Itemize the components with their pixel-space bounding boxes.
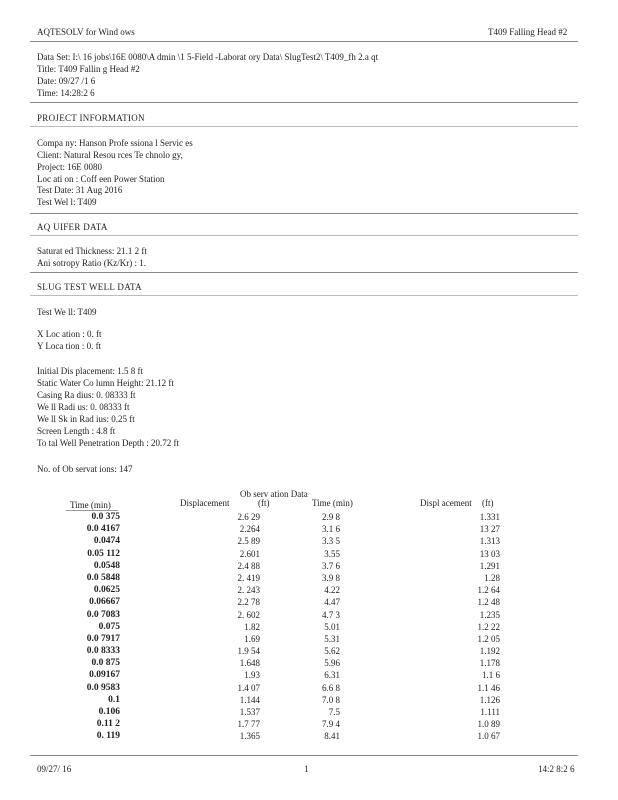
obs-time-2: 2.9 8 [322,512,340,522]
obs-displacement-1: 1.82 [244,621,260,632]
footer-divider [30,755,578,756]
obs-time-1: 0.11 2 [96,719,120,730]
table-row [30,622,590,634]
saturated-thickness: Saturat ed Thickness: 21.1 2 ft [37,246,147,256]
table-row [30,536,590,548]
obs-displacement-2: 1.111 [480,707,500,717]
y-location: Y Loca tion : 0. ft [37,341,102,351]
aquifer-top-divider [30,213,578,214]
obs-time-1: 0. 119 [96,731,120,742]
client-line: Client: Natural Resou rces Te chnolo gy, [37,150,183,160]
obs-displacement-1: 2. 419 [237,572,260,583]
obs-displacement-2: 1.178 [479,658,500,669]
obs-displacement-2: 1.2 48 [477,597,500,608]
project-heading: PROJECT INFORMATION [37,113,145,123]
obs-displacement-1: 1.144 [239,694,260,705]
obs-time-2: 3.7 6 [322,560,340,571]
obs-displacement-2: 1.28 [484,572,500,583]
date-line: Date: 09/27 /1 6 [37,76,96,86]
obs-time-1: 0.0 5848 [86,572,120,583]
obs-time-2: 6.31 [324,670,340,681]
time-header-underline [66,510,118,511]
table-row [30,634,590,646]
table-row [30,561,590,573]
obs-time-1: 0.0 375 [91,512,120,522]
header-time-1: Time (min) [70,500,111,510]
obs-displacement-2: 1.2 64 [477,585,500,596]
table-row [30,524,590,536]
obs-displacement-1: 1.69 [244,633,260,644]
header-divider [30,41,578,42]
obs-displacement-1: 2.6 29 [237,512,260,522]
obs-displacement-2: 1.1 6 [482,670,500,681]
table-row [30,549,590,561]
slug-test-well: Test We ll: T409 [37,307,97,317]
obs-time-2: 3.9 8 [322,572,340,583]
obs-time-1: 0.05 112 [87,548,120,559]
aquifer-divider [30,235,578,236]
header-displacement-1: Displacement [180,498,230,508]
obs-displacement-1: 1.648 [239,658,260,669]
obs-time-1: 0.0 8333 [86,646,120,657]
total-well-penetration: To tal Well Penetration Depth : 20.72 ft [37,438,179,448]
obs-displacement-2: 1.0 67 [477,731,500,742]
obs-time-2: 5.01 [324,621,340,632]
obs-displacement-1: 1.537 [239,707,260,717]
obs-displacement-2: 13 03 [479,548,500,559]
obs-time-1: 0.0 9583 [86,682,120,693]
obs-displacement-2: 1.235 [479,609,500,620]
obs-displacement-1: 2. 243 [237,585,260,596]
obs-time-1: 0.0 4167 [86,524,120,535]
table-row [30,707,590,719]
header-displacement-2: Displ acement [420,498,472,508]
table-row [30,573,590,585]
obs-time-2: 3.1 6 [322,524,340,535]
obs-time-1: 0.1 [108,694,120,705]
obs-time-1: 0.0 875 [91,658,120,669]
slug-top-divider [30,272,578,273]
obs-time-2: 3.55 [324,548,340,559]
title-line: Title: T409 Fallin g Head #2 [37,64,140,74]
slug-divider [30,295,578,296]
obs-displacement-1: 2.264 [239,524,260,535]
obs-displacement-2: 1.2 05 [477,633,500,644]
obs-displacement-1: 2.601 [239,548,260,559]
obs-time-1: 0.075 [98,621,120,632]
company-line: Compa ny: Hanson Profe ssiona l Servic es [37,138,193,148]
table-row [30,670,590,682]
obs-displacement-1: 1.7 77 [237,719,260,730]
table-row [30,658,590,670]
well-radius: We ll Radi us: 0. 08333 ft [37,402,130,412]
obs-displacement-1: 1.93 [244,670,260,681]
obs-time-2: 5.96 [324,658,340,669]
obs-time-2: 7.9 4 [322,719,340,730]
obs-displacement-2: 1.331 [479,512,500,522]
obs-displacement-2: 1.313 [479,536,500,547]
header-time-2: Time (min) [312,498,353,508]
initial-displacement: Initial Dis placement: 1.5 8 ft [37,366,143,376]
obs-time-2: 5.31 [324,633,340,644]
table-row [30,512,590,524]
obs-displacement-2: 1.126 [479,694,500,705]
obs-time-1: 0.06667 [89,597,120,608]
footer-time: 14:2 8:2 6 [538,764,575,774]
test-well-line: Test Wel l: T409 [37,197,97,207]
static-water-column: Static Water Co lumn Height: 21.12 ft [37,378,174,388]
x-location: X Loc ation : 0. ft [37,329,102,339]
aquifer-heading: AQ UIFER DATA [37,222,108,232]
obs-displacement-1: 2.2 78 [237,597,260,608]
obs-time-1: 0.0 7083 [86,609,120,620]
obs-displacement-1: 2. 602 [237,609,260,620]
obs-time-2: 7.5 [328,707,340,717]
table-row [30,731,590,743]
table-row [30,597,590,609]
obs-time-1: 0.0625 [93,585,120,596]
obs-time-1: 0.0 7917 [86,633,120,644]
num-observations: No. of Ob servat ions: 147 [37,464,133,474]
meta-divider [30,102,578,103]
obs-displacement-2: 1.0 89 [477,719,500,730]
obs-time-2: 4.7 3 [322,609,340,620]
obs-time-2: 5.62 [324,646,340,657]
project-line: Project: 16E 0080 [37,162,102,172]
obs-time-2: 3.3 5 [322,536,340,547]
slug-heading: SLUG TEST WELL DATA [37,282,142,292]
test-date-line: Test Date: 31 Aug 2016 [37,185,123,195]
app-name: AQTESOLV for Wind ows [37,27,135,37]
header-ft-2: (ft) [482,498,494,508]
obs-displacement-2: 1.291 [479,560,500,571]
obs-time-2: 7.0 8 [322,694,340,705]
obs-displacement-1: 1.9 54 [237,646,260,657]
obs-time-2: 4.47 [324,597,340,608]
time-line: Time: 14:28:2 6 [37,88,95,98]
obs-displacement-2: 1.2 22 [477,621,500,632]
obs-time-1: 0.0548 [93,560,120,571]
observation-title: Ob serv ation Data [240,489,308,499]
obs-time-2: 8.41 [324,731,340,742]
obs-displacement-1: 1.4 07 [237,682,260,693]
obs-displacement-1: 2.4 88 [237,560,260,571]
obs-time-2: 4.22 [324,585,340,596]
footer-date: 09/27/ 16 [37,764,72,774]
location-line: Loc ati on : Coff een Power Station [37,174,165,184]
table-row [30,683,590,695]
data-set-path: Data Set: I:\ 16 jobs\16E 0080\A dmin \1 5-Field -Laborat ory Data\ SlugTest2\ T409_fh 2.a qt [37,52,379,62]
obs-time-1: 0.09167 [89,670,120,681]
table-row [30,646,590,658]
obs-time-2: 6.6 8 [322,682,340,693]
table-row [30,610,590,622]
table-row [30,585,590,597]
table-row [30,695,590,707]
screen-length: Screen Length : 4.8 ft [37,426,116,436]
observation-table [30,512,590,744]
obs-displacement-1: 2.5 89 [237,536,260,547]
obs-displacement-2: 1.1 46 [477,682,500,693]
well-skin-radius: We ll Sk in Rad ius: 0.25 ft [37,414,135,424]
table-row [30,719,590,731]
obs-displacement-2: 1.192 [479,646,500,657]
page-number: 1 [304,764,309,774]
casing-radius: Casing Ra dius: 0. 08333 ft [37,390,136,400]
test-name: T409 Falling Head #2 [488,27,568,37]
obs-time-1: 0.0474 [93,536,120,547]
header-ft-1: (ft) [258,498,270,508]
anisotropy-ratio: Ani sotropy Ratio (Kz/Kr) : 1. [37,258,146,268]
project-divider [30,126,578,127]
obs-displacement-2: 13 27 [479,524,500,535]
obs-displacement-1: 1.365 [239,731,260,742]
obs-time-1: 0.106 [98,707,120,717]
